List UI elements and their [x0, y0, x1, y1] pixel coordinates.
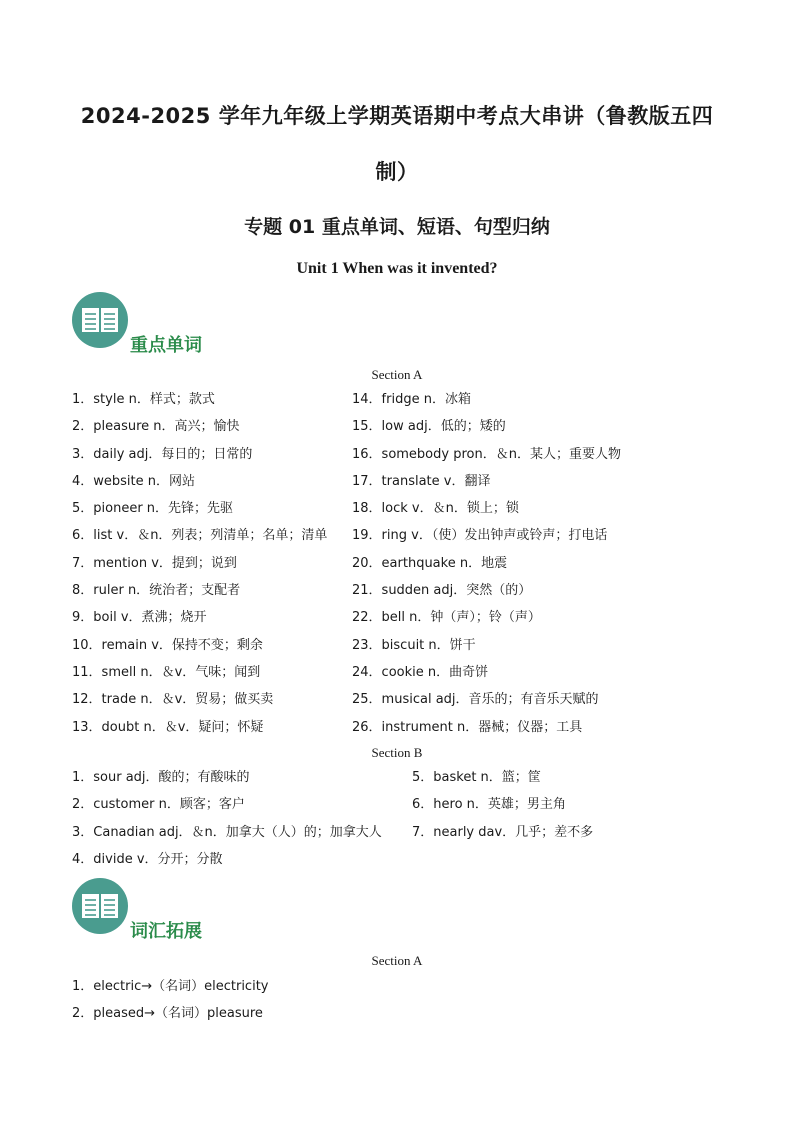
section-a-left-list	[72, 386, 327, 741]
word-item: 21．sudden adj．突然（的）	[352, 583, 532, 599]
section-b-label: Section B	[371, 745, 423, 760]
doc-subtitle: 专题 01 重点单词、短语、句型归纳	[244, 216, 550, 238]
word-item: 7．mention v．提到；说到	[72, 555, 237, 571]
word-item: 11．smell n．＆v．气味；闻到	[72, 664, 261, 680]
word-item: 3．Canadian adj．＆n．加拿大（人）的；加拿大人	[72, 824, 382, 840]
word-item: 22．bell n．钟（声）；铃（声）	[352, 610, 541, 626]
expansion-item: 2．pleased→（名词）pleasure	[72, 1006, 263, 1022]
word-item: 12．trade n．＆v．贸易；做买卖	[72, 692, 274, 708]
section-a-expansion-label: Section A	[371, 953, 423, 968]
section-a-label: Section A	[371, 367, 423, 382]
word-item: 7．nearly dav．几乎；差不多	[412, 824, 594, 840]
word-item: 5．basket n．篮；筐	[412, 770, 541, 785]
word-item: 1．sour adj．酸的；有酸味的	[72, 770, 250, 785]
word-item: 23．biscuit n．饼干	[352, 637, 476, 653]
word-item: 14．fridge n．冰箱	[352, 392, 471, 407]
section-heading-key-words: 重点单词	[130, 335, 202, 356]
word-item: 6．hero n．英雄；男主角	[412, 797, 566, 813]
word-item: 9．boil v．煮沸；烧开	[72, 610, 207, 626]
doc-title-line1: 2024-2025 学年九年级上学期英语期中考点大串讲（鲁教版五四	[80, 104, 714, 128]
word-item: 16．somebody pron．＆n．某人；重要人物	[352, 446, 621, 462]
expansion-item: 1．electric→（名词）electricity	[72, 979, 269, 994]
doc-title-line2: 制）	[375, 160, 419, 184]
expansion-list	[72, 973, 268, 1028]
word-item: 6．list v．＆n．列表；列清单；名单；清单	[72, 528, 328, 544]
word-item: 13．doubt n．＆v．疑问；怀疑	[72, 719, 264, 735]
section-heading-vocab-expansion: 词汇拓展	[130, 921, 202, 942]
word-item: 17．translate v．翻译	[352, 473, 491, 489]
book-icon	[72, 292, 128, 348]
word-item: 3．daily adj．每日的；日常的	[72, 446, 253, 462]
word-item: 1．style n．样式；款式	[72, 392, 215, 407]
word-item: 19．ring v．（使）发出钟声或铃声；打电话	[352, 528, 608, 544]
section-b-right-list	[412, 764, 593, 846]
word-item: 24．cookie n．曲奇饼	[352, 664, 489, 680]
word-item: 10．remain v．保持不变；剩余	[72, 637, 263, 653]
word-item: 8．ruler n．统治者；支配者	[72, 583, 241, 599]
unit-title: Unit 1 When was it invented?	[296, 260, 498, 277]
word-item: 26．instrument n．器械；仪器；工具	[352, 719, 583, 735]
word-item: 5．pioneer n．先锋；先驱	[72, 501, 234, 517]
word-item: 15．low adj．低的；矮的	[352, 419, 506, 435]
word-item: 18．lock v．＆n．锁上；锁	[352, 501, 519, 517]
word-item: 20．earthquake n．地震	[352, 555, 508, 571]
book-icon	[72, 878, 128, 934]
section-b-left-list	[72, 764, 382, 873]
word-item: 4．divide v．分开；分散	[72, 851, 223, 867]
word-item: 2．pleasure n．高兴；愉快	[72, 419, 240, 435]
word-item: 25．musical adj．音乐的；有音乐天赋的	[352, 692, 599, 708]
section-a-right-list	[352, 386, 621, 741]
word-item: 4．website n．网站	[72, 473, 196, 489]
word-item: 2．customer n．顾客；客户	[72, 797, 245, 813]
